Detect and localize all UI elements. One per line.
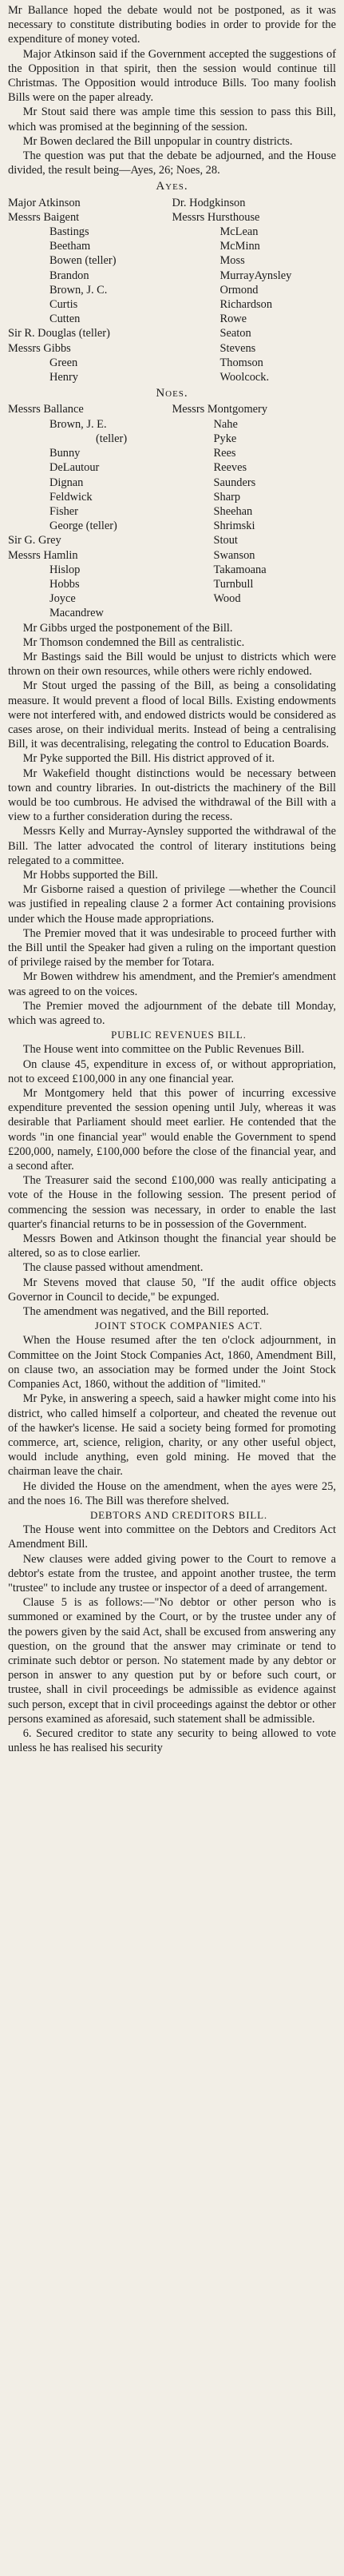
member-name: McLean (219, 225, 259, 239)
member-name: Takamoana (213, 563, 267, 576)
member-name: Sir R. Douglas (teller) (8, 327, 110, 340)
public-revenues-paragraphs (8, 1042, 336, 1319)
paragraph: Major Atkinson said if the Government accepted the suggestions of the Opposition in that spirit, then the session would continue till Christmas. The Opposition would introduce Bills. Too many foolish Bills were on the paper already. (8, 47, 336, 105)
paragraph: Mr Hobbs supported the Bill. (22, 868, 158, 882)
paragraph: He divided the House on the amendment, when the ayes were 25, and the noes 16. The Bill was therefore shelved. (8, 1479, 336, 1507)
member-name: Sharp (213, 490, 241, 504)
member-name: Wood (213, 592, 241, 606)
member-name: Bowen (teller) (49, 254, 117, 268)
member-name: Ormond (219, 283, 259, 297)
paragraph: The amendment was negatived, and the Bill reported. (22, 1305, 269, 1319)
member-name: Joyce (49, 592, 76, 606)
paragraph: Messrs Bowen and Atkinson thought the financial year should be altered, so as to close earlier. (8, 1232, 336, 1260)
paragraph: Mr Montgomery held that this power of incurring excessive expenditure prevented the session opening until July, whereas it was desirable that Parliament should meet earlier. He contended that the words "in one financial year" would enable the Government to spend £200,000, namely, £100,000 before the close of the financial year, and a second after. (8, 1087, 336, 1173)
member-name: Messrs Baigent (8, 210, 80, 224)
member-name: Brown, J. C. (49, 283, 108, 297)
member-name: Reeves (213, 461, 247, 475)
paragraph: On clause 45, expenditure in excess of, or without appropriation, not to exceed £100,000 in any one financial year. (8, 1057, 336, 1085)
member-name: Major Atkinson (8, 196, 81, 209)
member-name: Turnbull (213, 577, 254, 591)
member-name: Rees (213, 447, 236, 460)
member-name: Sheehan (213, 504, 253, 518)
member-name: Nahe (213, 417, 238, 431)
paragraph: Mr Bowen withdrew his amendment, and the Premier's amendment was agreed to on the voices. (8, 970, 336, 998)
debtors-paragraphs (8, 1523, 336, 1755)
paragraph: Mr Thomson condemned the Bill as centralistic. (22, 635, 245, 649)
member-name: Macandrew (49, 607, 104, 620)
member-name: Beetham (49, 240, 91, 253)
ayes-left-column (8, 196, 172, 385)
member-name: Moss (219, 254, 245, 268)
member-name: Seaton (219, 327, 251, 340)
member-name: Woolcock. (219, 371, 270, 384)
paragraph: The House went into committee on the Debtors and Creditors Act Amendment Bill. (8, 1523, 336, 1551)
section-heading-joint-stock: JOINT STOCK COMPANIES ACT. (94, 1320, 263, 1332)
paragraph: Mr Gisborne raised a question of privilege —whether the Council was justified in repealing clause 2 a former Act containing provisions under which the House made appropriations. (8, 883, 336, 926)
member-name: Messrs Montgomery (172, 403, 268, 416)
member-name: Pyke (213, 432, 237, 445)
member-name: MurrayAynsley (219, 269, 292, 282)
member-name: Richardson (219, 298, 273, 312)
paragraph: Mr Pyke supported the Bill. His district approved of it. (22, 752, 275, 766)
member-name: Hobbs (49, 577, 80, 591)
section-heading-public-revenues: PUBLIC REVENUES BILL. (111, 1029, 247, 1041)
member-name: Messrs Hamlin (8, 548, 78, 562)
paragraph: The Premier moved that it was undesirable to proceed further with the Bill until the Speaker had given a ruling on the important question of privilege raised by the member for Totara. (8, 926, 336, 969)
member-name: Dr. Hodgkinson (172, 196, 246, 209)
member-name: Cutten (49, 313, 81, 326)
paragraph: Mr Wakefield thought distinctions would be necessary between town and country libraries. In out-districts the machinery of the Bill would be too cumbrous. He advised the withdrawal of the Bill with a view to a further consideration during the recess. (8, 766, 336, 824)
paragraph: The Premier moved the adjournment of the debate till Monday, which was agreed to. (8, 999, 336, 1028)
ayes-heading: Ayes. (156, 180, 188, 193)
member-name: Swanson (213, 548, 255, 562)
member-name: Bunny (49, 447, 81, 460)
paragraph: Mr Bowen declared the Bill unpopular in country districts. (22, 134, 293, 148)
ayes-right-column (172, 196, 337, 385)
paragraph: The House went into committee on the Public Revenues Bill. (22, 1043, 305, 1057)
member-name: Brandon (49, 269, 89, 282)
member-name: Brown, J. E. (49, 417, 107, 431)
paragraph: The Treasurer said the second £100,000 was really anticipating a vote of the House in the following session. The present period of commencing the session was necessary, in order to enable the last quarter's financial returns to be in possession of the Government. (8, 1174, 336, 1231)
paragraph: Clause 5 is as follows:—"No debtor or other person who is summoned or examined by the Court, or by the trustee under any of the powers given by the said Act, shall be excused from answering any question, on the ground that the answer may criminate or tend to criminate such debtor or person. No statement made by any debtor or person in answer to any question put by or before such court, or trustee, shall in civil proceedings be admissible as evidence against such person, except that in civil proceedings against the debtor or other persons examined as aforesaid, such statement shall be admissible. (8, 1596, 336, 1726)
paragraph: Mr Ballance hoped the debate would not be postponed, as it was necessary to constitute distributing bodies in order to provide for the expenditure of money voted. (8, 4, 336, 46)
member-name: George (teller) (49, 520, 117, 533)
member-name: Green (49, 356, 78, 369)
member-name: DeLautour (49, 461, 100, 475)
paragraph: When the House resumed after the ten o'clock adjournment, in Committee on the Joint Stock Companies Act, 1860, Amendment Bill, on clause two, an association may be formed under the Joint Stock Companies Act, 1860, without the addition of "limited." (8, 1334, 336, 1392)
noes-heading: Noes. (156, 387, 188, 400)
paragraph: Messrs Kelly and Murray-Aynsley supported the withdrawal of the Bill. The latter advocated the control of literary institutions being relegated to a committee. (8, 825, 336, 867)
member-name: Hislop (49, 563, 81, 576)
paragraph: Mr Pyke, in answering a speech, said a hawker might come into his district, who called himself a colporteur, and cheated the revenue out of the hawker's license. He said a society being formed for promoting commerce, art, science, religion, charity, or any other useful object, would include anything, even gold mining. He moved that the chairman leave the chair. (8, 1392, 336, 1479)
member-name: Feldwick (49, 490, 93, 504)
noes-left-column (8, 402, 172, 620)
member-name: Messrs Hursthouse (172, 210, 260, 224)
debate-paragraphs (8, 621, 336, 1029)
paragraph: Mr Stevens moved that clause 50, "If the audit office objects Governor in Council to decide," be expunged. (8, 1276, 336, 1304)
member-name: Stevens (219, 341, 256, 355)
paragraph: 6. Secured creditor to state any security to being allowed to vote unless he has realised his security (8, 1726, 336, 1755)
noes-division-list (8, 402, 336, 620)
ayes-division-list (8, 196, 336, 385)
joint-stock-paragraphs (8, 1333, 336, 1507)
paragraph: Mr Bastings said the Bill would be unjust to districts which were thrown on their own resources, while others were richly endowed. (8, 650, 336, 679)
member-name: (teller) (96, 432, 128, 445)
member-name: Thomson (219, 356, 263, 369)
member-name: Shrimski (213, 520, 255, 533)
paragraph: Mr Stout said there was ample time this session to pass this Bill, which was promised at the beginning of the session. (8, 106, 336, 133)
member-name: Messrs Gibbs (8, 341, 71, 355)
member-name: Fisher (49, 504, 78, 518)
noes-right-column (172, 402, 337, 620)
section-heading-debtors: DEBTORS AND CREDITORS BILL. (89, 1508, 267, 1521)
paragraph: Mr Stout urged the passing of the Bill, as being a consolidating measure. It would prevent a flood of local Bills. Existing endowments were not interfered with, and endowed districts would be considered as cases arose, on their individual merits. Instead of being a centralising Bill, it was decentralising, relegating the control to Education Boards. (8, 679, 336, 751)
paragraph: New clauses were added giving power to the Court to remove a debtor's estate from the trustee, and appoint another trustee, the term "trustee" to include any trustee or inspector of a deed of arrangement. (8, 1552, 336, 1595)
member-name: Bastings (49, 225, 89, 239)
member-name: Henry (49, 371, 78, 384)
member-name: McMinn (219, 240, 260, 253)
member-name: Saunders (213, 476, 256, 489)
member-name: Messrs Ballance (8, 403, 84, 416)
opening-paragraphs (8, 3, 336, 177)
member-name: Curtis (49, 298, 78, 312)
member-name: Rowe (219, 313, 247, 326)
paragraph: Mr Gibbs urged the postponement of the Bill. (22, 621, 233, 635)
paragraph: The question was put that the debate be adjourned, and the House divided, the result being—Ayes, 26; Noes, 28. (8, 149, 336, 177)
member-name: Stout (213, 534, 238, 547)
paragraph: The clause passed without amendment. (22, 1261, 204, 1275)
member-name: Sir G. Grey (8, 534, 61, 547)
member-name: Dignan (49, 476, 84, 489)
